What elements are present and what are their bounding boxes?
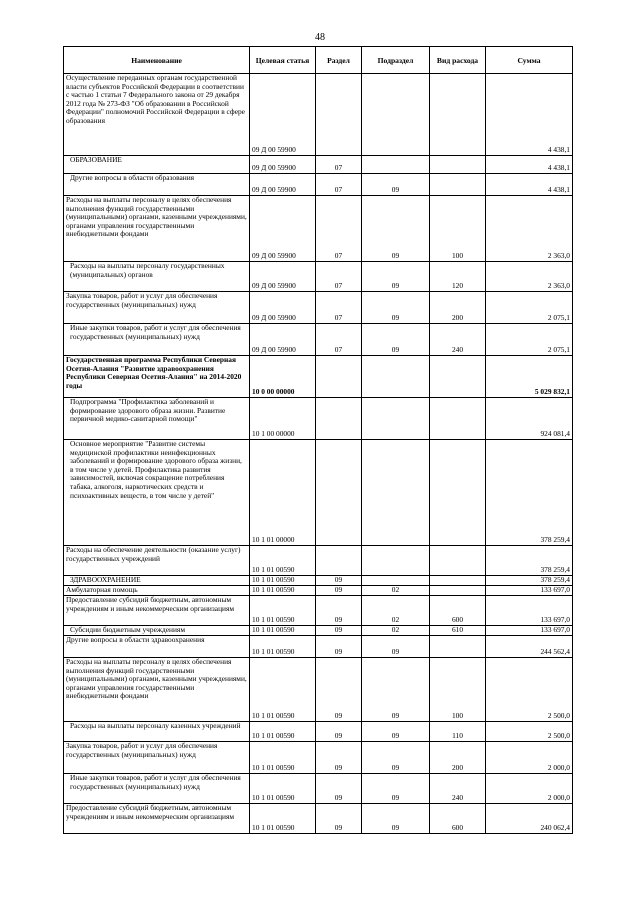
cell-sum: 244 562,4 [486, 636, 573, 658]
cell-subsection: 09 [362, 774, 430, 804]
cell-sum: 2 000,0 [486, 774, 573, 804]
table-row [64, 636, 573, 658]
header-sum: Сумма [486, 47, 573, 74]
cell-target: 09 Д 00 59900 [250, 262, 316, 292]
table-body [64, 74, 573, 834]
table-row [64, 74, 573, 156]
table-row [64, 804, 573, 834]
cell-target: 10 1 01 00000 [250, 440, 316, 546]
cell-sum: 378 259,4 [486, 576, 573, 586]
cell-name: Другие вопросы в области здравоохранения [64, 636, 250, 658]
cell-sum: 2 363,0 [486, 196, 573, 262]
budget-table [63, 46, 573, 834]
cell-section: 09 [316, 586, 362, 596]
cell-subsection: 02 [362, 596, 430, 626]
cell-sum: 2 075,1 [486, 292, 573, 324]
cell-subsection: 02 [362, 626, 430, 636]
cell-sum: 378 259,4 [486, 440, 573, 546]
cell-expense-type [430, 156, 486, 174]
cell-target: 09 Д 00 59900 [250, 174, 316, 196]
cell-subsection: 09 [362, 292, 430, 324]
cell-expense-type: 600 [430, 804, 486, 834]
cell-name: Подпрограмма "Профилактика заболеваний и формирование здорового образа жизни. Развитие первичной медико-санитарной помощи" [64, 398, 250, 440]
cell-name: Расходы на выплаты персоналу в целях обеспечения выполнения функций государственными (муниципальными) органами, казенными учреждениями, органами управления государственными внебюджетными фондами [64, 658, 250, 722]
table-row [64, 586, 573, 596]
cell-name: Другие вопросы в области образования [64, 174, 250, 196]
cell-sum: 240 062,4 [486, 804, 573, 834]
cell-sum: 2 500,0 [486, 658, 573, 722]
cell-target: 10 1 01 00590 [250, 636, 316, 658]
cell-target: 10 1 01 00590 [250, 658, 316, 722]
table-row [64, 174, 573, 196]
cell-name: ЗДРАВООХРАНЕНИЕ [64, 576, 250, 586]
cell-section [316, 440, 362, 546]
table-row [64, 324, 573, 356]
table-row [64, 398, 573, 440]
cell-section: 09 [316, 596, 362, 626]
cell-name: Расходы на выплаты персоналу в целях обеспечения выполнения функций государственными (муниципальными) органами, казенными учреждениями, органами управления государственными внебюджетными фондами [64, 196, 250, 262]
cell-sum: 133 697,0 [486, 596, 573, 626]
cell-expense-type [430, 74, 486, 156]
table-row [64, 292, 573, 324]
cell-name: Иные закупки товаров, работ и услуг для обеспечения государственных (муниципальных) нужд [64, 324, 250, 356]
cell-sum: 133 697,0 [486, 586, 573, 596]
table-row [64, 722, 573, 742]
table-row [64, 262, 573, 292]
cell-name: Субсидии бюджетным учреждениям [64, 626, 250, 636]
cell-sum: 5 029 832,1 [486, 356, 573, 398]
cell-expense-type: 240 [430, 324, 486, 356]
cell-subsection: 09 [362, 196, 430, 262]
table-row [64, 196, 573, 262]
cell-target: 10 1 01 00590 [250, 546, 316, 576]
cell-name: ОБРАЗОВАНИЕ [64, 156, 250, 174]
cell-subsection: 09 [362, 658, 430, 722]
table-row [64, 596, 573, 626]
cell-name: Государственная программа Республики Северная Осетия-Алания "Развитие здравоохранения Республики Северная Осетия-Алания" на 2014-2020 годы [64, 356, 250, 398]
cell-subsection [362, 74, 430, 156]
cell-expense-type [430, 356, 486, 398]
table-row [64, 742, 573, 774]
cell-expense-type [430, 636, 486, 658]
header-section: Раздел [316, 47, 362, 74]
cell-subsection: 09 [362, 742, 430, 774]
cell-target: 09 Д 00 59900 [250, 74, 316, 156]
cell-target: 10 1 00 00000 [250, 398, 316, 440]
cell-target: 09 Д 00 59900 [250, 324, 316, 356]
cell-subsection [362, 576, 430, 586]
cell-sum: 2 363,0 [486, 262, 573, 292]
cell-section: 07 [316, 156, 362, 174]
cell-name: Амбулаторная помощь [64, 586, 250, 596]
cell-expense-type [430, 174, 486, 196]
cell-section: 09 [316, 658, 362, 722]
cell-subsection [362, 356, 430, 398]
cell-section [316, 398, 362, 440]
cell-sum: 4 438,1 [486, 174, 573, 196]
cell-name: Закупка товаров, работ и услуг для обеспечения государственных (муниципальных) нужд [64, 292, 250, 324]
table-row [64, 356, 573, 398]
cell-target: 10 1 01 00590 [250, 596, 316, 626]
cell-subsection [362, 546, 430, 576]
table-row [64, 774, 573, 804]
cell-section: 07 [316, 174, 362, 196]
cell-expense-type: 240 [430, 774, 486, 804]
cell-target: 09 Д 00 59900 [250, 196, 316, 262]
table-row [64, 546, 573, 576]
header-expense-type: Вид расхода [430, 47, 486, 74]
cell-subsection [362, 440, 430, 546]
cell-subsection [362, 156, 430, 174]
table-header-row [64, 47, 573, 74]
cell-expense-type [430, 576, 486, 586]
cell-name: Предоставление субсидий бюджетным, автономным учреждениям и иным некоммерческим организациям [64, 596, 250, 626]
cell-name: Осуществление переданных органам государственной власти субъектов Российской Федерации в соответствии с частью 1 статьи 7 Федерального закона от 29 декабря 2012 года № 273-ФЗ "Об образовании в Российской Федерации" полномочий Российской Федерации в сфере образования [64, 74, 250, 156]
cell-subsection: 09 [362, 174, 430, 196]
cell-name: Иные закупки товаров, работ и услуг для обеспечения государственных (муниципальных) нужд [64, 774, 250, 804]
cell-expense-type [430, 398, 486, 440]
cell-section: 09 [316, 636, 362, 658]
cell-sum: 2 000,0 [486, 742, 573, 774]
cell-target: 10 1 01 00590 [250, 804, 316, 834]
cell-target: 10 1 01 00590 [250, 742, 316, 774]
cell-subsection: 09 [362, 324, 430, 356]
cell-name: Предоставление субсидий бюджетным, автономным учреждениям и иным некоммерческим организациям [64, 804, 250, 834]
cell-expense-type: 200 [430, 742, 486, 774]
cell-section: 09 [316, 774, 362, 804]
cell-section [316, 546, 362, 576]
cell-section: 07 [316, 262, 362, 292]
table-row [64, 440, 573, 546]
cell-sum: 4 438,1 [486, 156, 573, 174]
cell-expense-type: 200 [430, 292, 486, 324]
cell-section: 09 [316, 576, 362, 586]
cell-section: 09 [316, 626, 362, 636]
table-row [64, 626, 573, 636]
cell-name: Закупка товаров, работ и услуг для обеспечения государственных (муниципальных) нужд [64, 742, 250, 774]
cell-target: 10 1 01 00590 [250, 722, 316, 742]
cell-subsection: 09 [362, 262, 430, 292]
cell-sum: 133 697,0 [486, 626, 573, 636]
cell-subsection: 02 [362, 586, 430, 596]
page-number: 48 [315, 32, 325, 43]
cell-expense-type: 610 [430, 626, 486, 636]
cell-expense-type: 600 [430, 596, 486, 626]
cell-section: 09 [316, 804, 362, 834]
cell-name: Расходы на обеспечение деятельности (оказание услуг) государственных учреждений [64, 546, 250, 576]
cell-expense-type [430, 440, 486, 546]
cell-target: 10 1 01 00590 [250, 626, 316, 636]
cell-expense-type: 100 [430, 658, 486, 722]
cell-section: 09 [316, 722, 362, 742]
cell-sum: 378 259,4 [486, 546, 573, 576]
cell-section: 07 [316, 324, 362, 356]
table-row [64, 658, 573, 722]
cell-section [316, 356, 362, 398]
header-subsection: Подраздел [362, 47, 430, 74]
cell-expense-type: 100 [430, 196, 486, 262]
cell-expense-type [430, 586, 486, 596]
cell-expense-type: 120 [430, 262, 486, 292]
cell-section: 07 [316, 196, 362, 262]
cell-subsection: 09 [362, 804, 430, 834]
cell-sum: 2 075,1 [486, 324, 573, 356]
table-row [64, 576, 573, 586]
cell-subsection: 09 [362, 636, 430, 658]
cell-target: 10 1 01 00590 [250, 586, 316, 596]
cell-name: Расходы на выплаты персоналу казенных учреждений [64, 722, 250, 742]
cell-target: 09 Д 00 59900 [250, 156, 316, 174]
cell-name: Расходы на выплаты персоналу государственных (муниципальных) органов [64, 262, 250, 292]
cell-target: 10 1 01 00590 [250, 774, 316, 804]
cell-section: 09 [316, 742, 362, 774]
cell-sum: 2 500,0 [486, 722, 573, 742]
table-row [64, 156, 573, 174]
cell-sum: 924 081,4 [486, 398, 573, 440]
cell-section: 07 [316, 292, 362, 324]
cell-sum: 4 438,1 [486, 74, 573, 156]
cell-subsection [362, 398, 430, 440]
header-target: Целевая статья [250, 47, 316, 74]
cell-target: 10 1 01 00590 [250, 576, 316, 586]
cell-target: 09 Д 00 59900 [250, 292, 316, 324]
header-name: Наименование [64, 47, 250, 74]
cell-name: Основное мероприятие "Развитие системы медицинской профилактики неинфекционных заболеваний и формирование здорового образа жизни, в том числе у детей. Профилактика развития зависимостей, включая сокращение потребления табака, алкоголя, наркотических средств и психоактивных веществ, в том числе у детей" [64, 440, 250, 546]
cell-expense-type [430, 546, 486, 576]
cell-expense-type: 110 [430, 722, 486, 742]
cell-subsection: 09 [362, 722, 430, 742]
cell-section [316, 74, 362, 156]
cell-target: 10 0 00 00000 [250, 356, 316, 398]
